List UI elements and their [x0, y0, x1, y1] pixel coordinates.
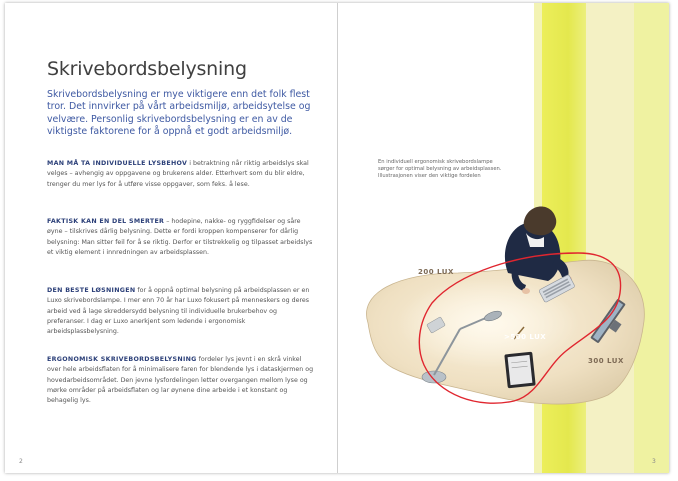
- page-number-left: 2: [19, 458, 23, 465]
- lux-label-right: 300 LUX: [588, 357, 624, 365]
- section-body: – hodepine, nakke- og ryggfidelser og såre øyne – tilskrives dårlig belysning. Dette er fordi kroppen kompenserer for dårlig belysning: Man sitter feil for å se riktig. Derfor er tilstrekkelig og tilpasset arbeidslys et viktig element i innredningen av arbeidsplassen.: [47, 218, 313, 256]
- section-heading: FAKTISK KAN EN DEL SMERTER: [47, 218, 165, 225]
- page-number-right: 3: [652, 458, 656, 465]
- section-ergonomic: [47, 355, 317, 406]
- tablet-icon: [504, 352, 535, 389]
- section-heading: MAN MÅ TA INDIVIDUELLE LYSBEHOV: [47, 160, 188, 167]
- lux-label-center: >500 LUX: [504, 333, 547, 341]
- lux-label-far: 200 LUX: [418, 268, 454, 276]
- section-body: fordeler lys jevnt i en skrå vinkel over hele arbeidsflaten for å minimalisere faren for blendende lys i dataskjermen og hovedarbeidsområdet. Den jevne lysfordelingen letter overgangen mellom lyse og mørke områder på arbeidsflaten og lar øynene dine arbeide i et konstant og behagelig lys.: [47, 356, 314, 405]
- right-page: [338, 3, 669, 473]
- left-page: [5, 3, 337, 473]
- section-body: i betraktning når riktig arbeidslys skal velges – avhengig av oppgavene og brukerens alder. Etterhvert som du blir eldre, trenger du mer lys for å utføre visse oppgaver, som feks. å lese.: [47, 160, 309, 188]
- illustration-caption: En individuell ergonomisk skrivebordslampe sørger for optimal belysning av arbeidsplassen. Illustrasjonen viser den viktige fordelen: [378, 159, 502, 179]
- section-heading: ERGONOMISK SKRIVEBORDSBELYSNING: [47, 356, 197, 363]
- section-pains: [47, 217, 317, 258]
- section-individual-needs: [47, 159, 317, 190]
- section-heading: DEN BESTE LØSNINGEN: [47, 287, 136, 294]
- workspace-illustration: [338, 3, 669, 473]
- section-body: for å oppnå optimal belysning på arbeidsplassen er en Luxo skrivebordslampe. I mer enn 70 år har Luxo fokusert på menneskers og deres arbeid ved å lage skreddersydd belysning til individuelle brukerbehov og preferanser. I dag er Luxo anerkjent som ledende i ergonomisk arbeidsplassbelysning.: [47, 287, 310, 336]
- lead-paragraph: Skrivebordsbelysning er mye viktigere enn det folk flest tror. Det innvirker på vårt arbeidsmiljø, arbeidsytelse og velvære. Personlig skrivebordsbelysning er en av de viktigste faktorene for å oppnå et godt arbeidsmiljø.: [47, 89, 311, 137]
- brochure-spread: [5, 3, 669, 473]
- page-title: Skrivebordsbelysning: [47, 58, 247, 80]
- section-best-solution: [47, 286, 317, 337]
